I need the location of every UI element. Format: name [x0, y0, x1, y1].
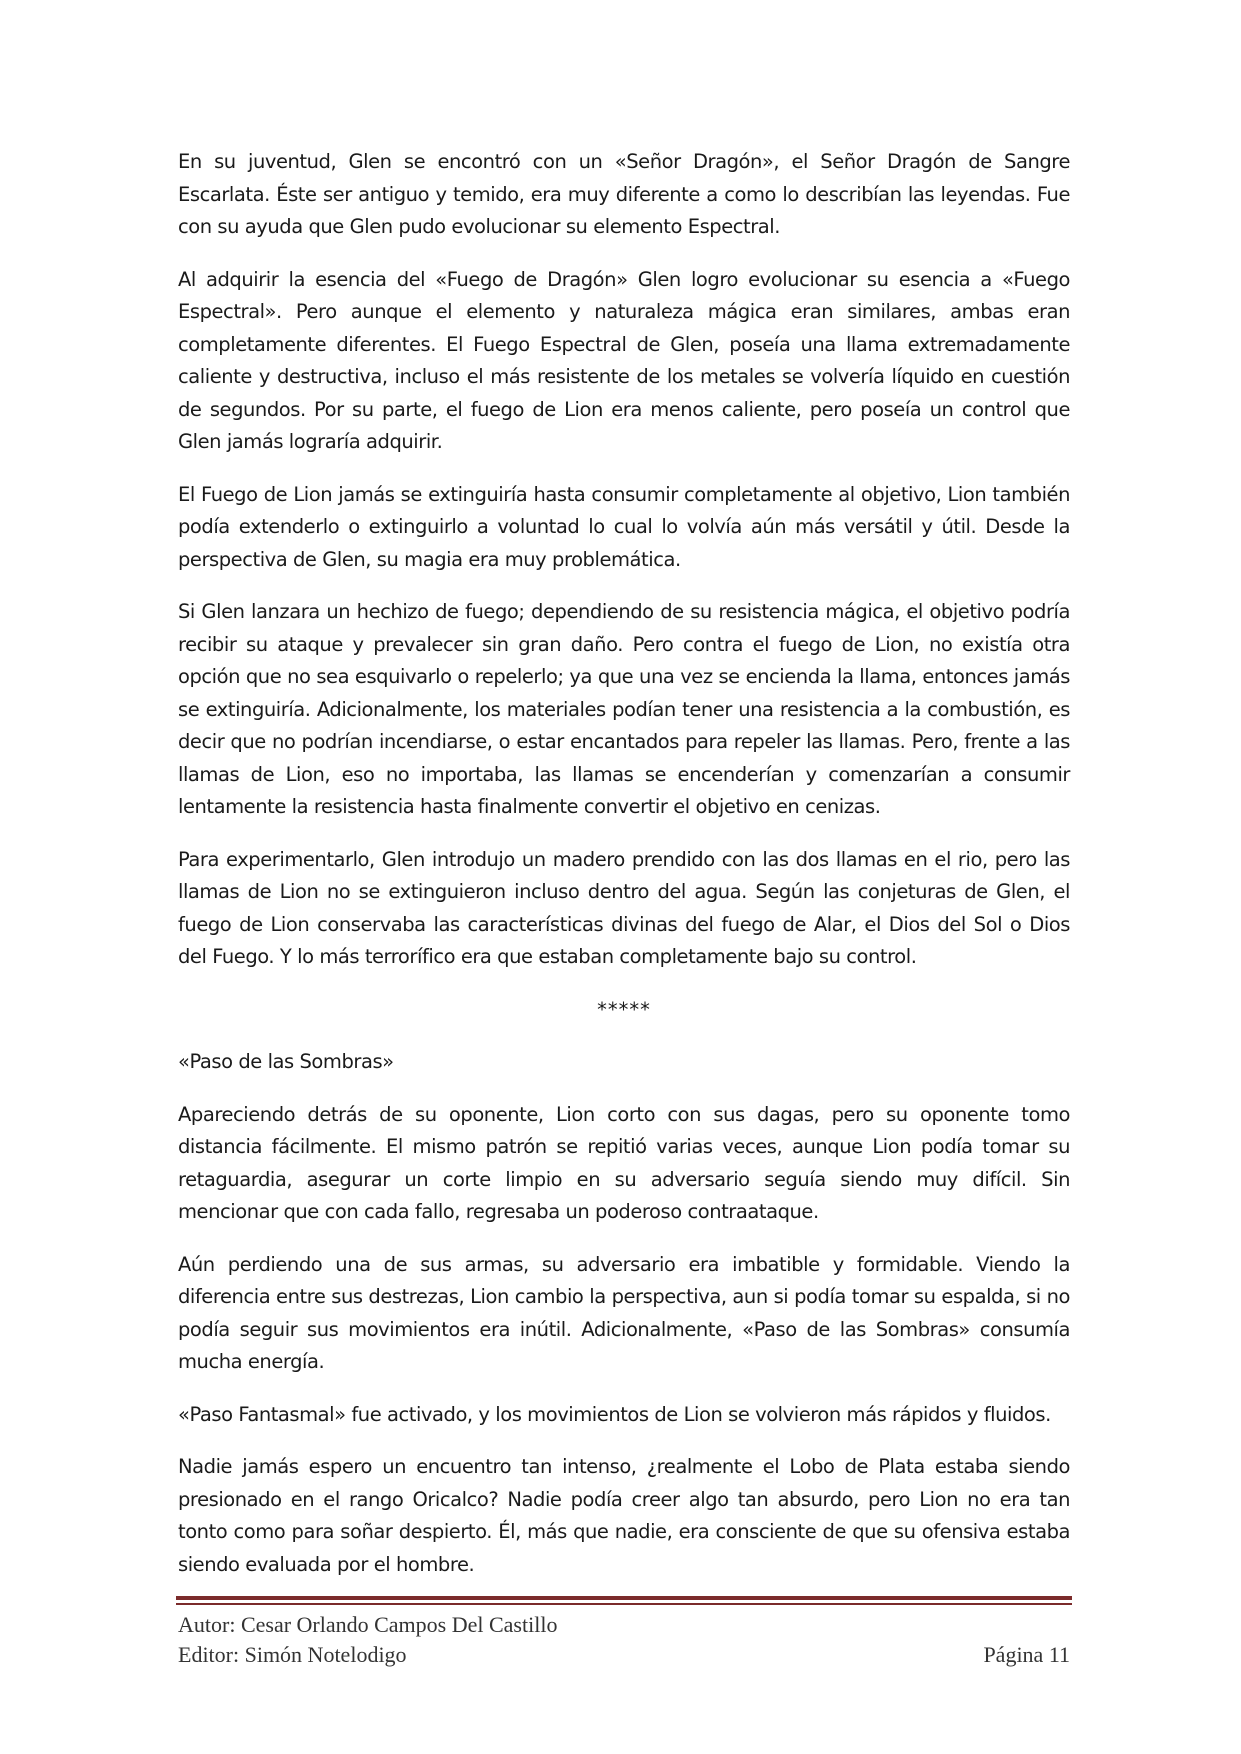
footer-divider-thin	[176, 1603, 1072, 1605]
page-number: Página 11	[983, 1642, 1070, 1667]
page-footer	[178, 1610, 1070, 1670]
page-body	[178, 146, 1070, 1601]
paragraph: Si Glen lanzara un hechizo de fuego; dependiendo de su resistencia mágica, el objetivo podría recibir su ataque y prevalecer sin gran daño. Pero contra el fuego de Lion, no existía otra opción que no sea esquivarlo o repelerlo; ya que una vez se encienda la llama, entonces jamás se extinguiría. Adicionalmente, los materiales podían tener una resistencia a la combustión, es decir que no podrían incendiarse, o estar encantados para repeler las llamas. Pero, frente a las llamas de Lion, eso no importaba, las llamas se encenderían y comenzarían a consumir lentamente la resistencia hasta finalmente convertir el objetivo en cenizas.	[178, 600, 1070, 818]
paragraph: «Paso Fantasmal» fue activado, y los movimientos de Lion se volvieron más rápidos y fluidos.	[178, 1402, 1051, 1426]
footer-author: Autor: Cesar Orlando Campos Del Castillo	[178, 1612, 558, 1637]
paragraph: Aún perdiendo una de sus armas, su adversario era imbatible y formidable. Viendo la diferencia entre sus destrezas, Lion cambio la perspectiva, aun si podía tomar su espalda, si no podía seguir sus movimientos era inútil. Adicionalmente, «Paso de las Sombras» consumía mucha energía.	[178, 1252, 1070, 1373]
paragraph: En su juventud, Glen se encontró con un «Señor Dragón», el Señor Dragón de Sangre Escarlata. Éste ser antiguo y temido, era muy diferente a como lo describían las leyendas. Fue con su ayuda que Glen pudo evolucionar su elemento Espectral.	[178, 150, 1070, 238]
footer-row	[178, 1640, 1070, 1670]
scene-separator: *****	[597, 997, 651, 1021]
paragraph: Para experimentarlo, Glen introdujo un madero prendido con las dos llamas en el rio, pero las llamas de Lion no se extinguieron incluso dentro del agua. Según las conjeturas de Glen, el fuego de Lion conservaba las características divinas del fuego de Alar, el Dios del Sol o Dios del Fuego. Y lo más terrorífico era que estaban completamente bajo su control.	[178, 847, 1070, 968]
paragraph: Apareciendo detrás de su oponente, Lion corto con sus dagas, pero su oponente tomo distancia fácilmente. El mismo patrón se repitió varias veces, aunque Lion podía tomar su retaguardia, asegurar un corte limpio en su adversario seguía siendo muy difícil. Sin mencionar que con cada fallo, regresaba un poderoso contraataque.	[178, 1102, 1070, 1223]
paragraph: Nadie jamás espero un encuentro tan intenso, ¿realmente el Lobo de Plata estaba siendo presionado en el rango Oricalco? Nadie podía creer algo tan absurdo, pero Lion no era tan tonto como para soñar despierto. Él, más que nadie, era consciente de que su ofensiva estaba siendo evaluada por el hombre.	[178, 1455, 1070, 1576]
paragraph: Al adquirir la esencia del «Fuego de Dragón» Glen logro evolucionar su esencia a «Fuego Espectral». Pero aunque el elemento y naturaleza mágica eran similares, ambas eran completamente diferentes. El Fuego Espectral de Glen, poseía una llama extremadamente caliente y destructiva, incluso el más resistente de los metales se volvería líquido en cuestión de segundos. Por su parte, el fuego de Lion era menos caliente, pero poseía un control que Glen jamás lograría adquirir.	[178, 267, 1070, 453]
section-heading: «Paso de las Sombras»	[178, 1050, 394, 1073]
footer-divider	[176, 1596, 1072, 1600]
paragraph: El Fuego de Lion jamás se extinguiría hasta consumir completamente al objetivo, Lion también podía extenderlo o extinguirlo a voluntad lo cual lo volvía aún más versátil y útil. Desde la perspectiva de Glen, su magia era muy problemática.	[178, 482, 1070, 571]
footer-editor: Editor: Simón Notelodigo	[178, 1642, 407, 1667]
